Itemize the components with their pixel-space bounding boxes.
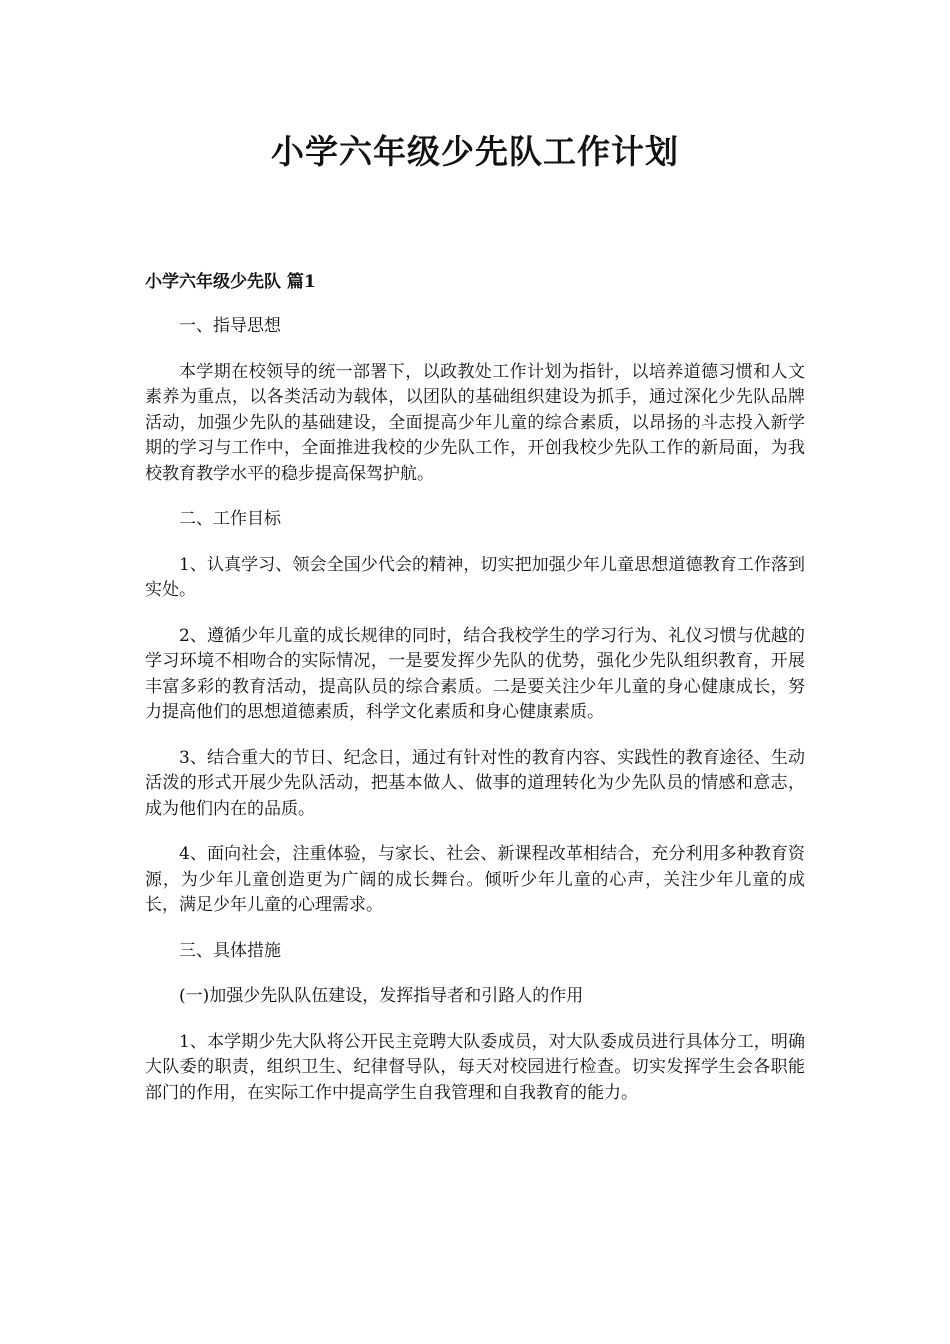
document-title: 小学六年级少先队工作计划 xyxy=(271,132,679,171)
subheading-team-building: (一)加强少先队队伍建设，发挥指导者和引路人的作用 xyxy=(179,986,584,1006)
document-body xyxy=(145,268,805,1126)
paragraph-goal-2: 2、遵循少年儿童的成长规律的同时，结合我校学生的学习行为、礼仪习惯与优越的学习环境不相吻合的实际情况，一是要发挥少先队的优势，强化少先队组织教育，开展丰富多彩的教育活动，提高队员的综合素质。二是要关注少年儿童的身心健康成长，努力提高他们的思想道德素质，科学文化素质和身心健康素质。 xyxy=(145,625,805,722)
paragraph-goal-3: 3、结合重大的节日、纪念日，通过有针对性的教育内容、实践性的教育途径、生动活泼的形式开展少先队活动，把基本做人、做事的道理转化为少先队员的情感和意志，成为他们内在的品质。 xyxy=(145,747,805,819)
heading-specific-measures: 三、具体措施 xyxy=(179,940,281,961)
heading-work-goals: 二、工作目标 xyxy=(179,509,281,529)
heading-guiding-ideology: 一、指导思想 xyxy=(179,316,281,336)
paragraph-goal-1: 1、认真学习、领会全国少代会的精神，切实把加强少年儿童思想道德教育工作落到实处。 xyxy=(145,554,805,600)
paragraph-goal-4: 4、面向社会，注重体验，与家长、社会、新课程改革相结合，充分利用多种教育资源，为少年儿童创造更为广阔的成长舞台。倾听少年儿童的心声，关注少年儿童的成长，满足少年儿童的心理需求。 xyxy=(145,844,805,915)
section-heading: 小学六年级少先队 篇1 xyxy=(145,272,316,292)
paragraph-guiding-ideology: 本学期在校领导的统一部署下，以政教处工作计划为指针，以培养道德习惯和人文素养为重点，以各类活动为载体，以团队的基础组织建设为抓手，通过深化少先队品牌活动，加强少先队的基础建设，全面提高少年儿童的综合素质，以昂扬的斗志投入新学期的学习与工作中，全面推进我校的少先队工作，开创我校少先队工作的新局面，为我校教育教学水平的稳步提高保驾护航。 xyxy=(145,361,805,484)
paragraph-measure-1: 1、本学期少先大队将公开民主竞聘大队委成员，对大队委成员进行具体分工，明确大队委的职责，组织卫生、纪律督导队，每天对校园进行检查。切实发挥学生会各职能部门的作用，在实际工作中提高学生自我管理和自我教育的能力。 xyxy=(145,1031,805,1103)
